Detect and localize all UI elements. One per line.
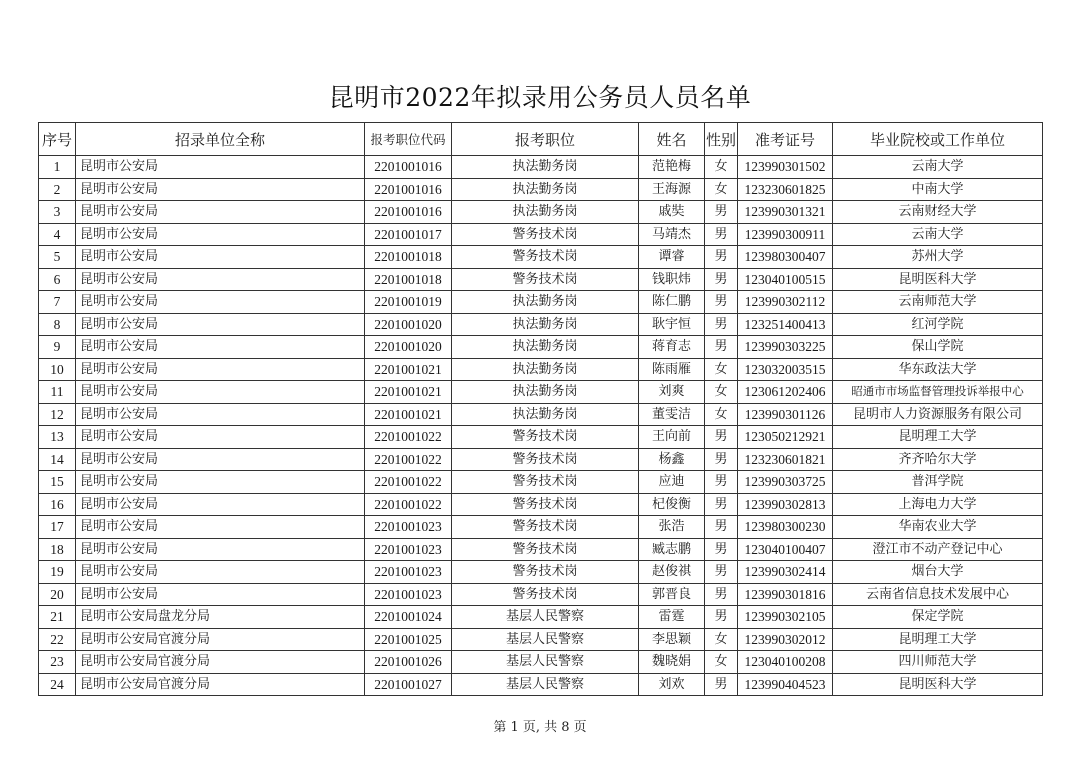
header-school: 毕业院校或工作单位 — [833, 123, 1043, 156]
cell-post: 基层人民警察 — [452, 673, 639, 696]
cell-ticket: 123990404523 — [738, 673, 833, 696]
cell-school: 红河学院 — [833, 313, 1043, 336]
cell-unit: 昆明市公安局官渡分局 — [76, 673, 365, 696]
cell-unit: 昆明市公安局 — [76, 583, 365, 606]
cell-gender: 女 — [705, 156, 738, 179]
cell-unit: 昆明市公安局 — [76, 493, 365, 516]
table-row — [39, 448, 1043, 471]
cell-gender: 男 — [705, 201, 738, 224]
cell-name: 杞俊衡 — [639, 493, 705, 516]
cell-name: 陈仁鹏 — [639, 291, 705, 314]
cell-gender: 女 — [705, 651, 738, 674]
cell-gender: 男 — [705, 448, 738, 471]
cell-gender: 男 — [705, 313, 738, 336]
cell-unit: 昆明市公安局官渡分局 — [76, 651, 365, 674]
cell-unit: 昆明市公安局 — [76, 403, 365, 426]
header-gender: 性别 — [705, 123, 738, 156]
cell-school: 华东政法大学 — [833, 358, 1043, 381]
cell-post: 基层人民警察 — [452, 628, 639, 651]
cell-post: 基层人民警察 — [452, 651, 639, 674]
cell-post-code: 2201001026 — [365, 651, 452, 674]
cell-school: 澄江市不动产登记中心 — [833, 538, 1043, 561]
table-row — [39, 561, 1043, 584]
cell-post: 警务技术岗 — [452, 538, 639, 561]
cell-name: 陈雨雁 — [639, 358, 705, 381]
cell-seq: 14 — [39, 448, 76, 471]
cell-post-code: 2201001017 — [365, 223, 452, 246]
cell-seq: 13 — [39, 426, 76, 449]
cell-school: 云南师范大学 — [833, 291, 1043, 314]
cell-ticket: 123990301321 — [738, 201, 833, 224]
roster-body — [39, 156, 1043, 696]
cell-ticket: 123050212921 — [738, 426, 833, 449]
cell-ticket: 123040100208 — [738, 651, 833, 674]
cell-name: 臧志鹏 — [639, 538, 705, 561]
cell-school: 云南大学 — [833, 223, 1043, 246]
cell-post-code: 2201001025 — [365, 628, 452, 651]
cell-name: 魏晓娟 — [639, 651, 705, 674]
cell-post: 执法勤务岗 — [452, 381, 639, 404]
cell-post-code: 2201001021 — [365, 381, 452, 404]
cell-seq: 3 — [39, 201, 76, 224]
table-row — [39, 651, 1043, 674]
cell-seq: 2 — [39, 178, 76, 201]
cell-post: 执法勤务岗 — [452, 336, 639, 359]
cell-school: 普洱学院 — [833, 471, 1043, 494]
table-row — [39, 426, 1043, 449]
cell-unit: 昆明市公安局 — [76, 291, 365, 314]
cell-gender: 男 — [705, 471, 738, 494]
cell-seq: 17 — [39, 516, 76, 539]
header-row — [39, 123, 1043, 156]
cell-post: 基层人民警察 — [452, 606, 639, 629]
cell-post: 执法勤务岗 — [452, 156, 639, 179]
cell-unit: 昆明市公安局 — [76, 561, 365, 584]
cell-seq: 9 — [39, 336, 76, 359]
roster-table — [38, 122, 1043, 696]
cell-name: 李思颖 — [639, 628, 705, 651]
table-row — [39, 268, 1043, 291]
cell-post-code: 2201001018 — [365, 268, 452, 291]
cell-seq: 18 — [39, 538, 76, 561]
cell-post: 警务技术岗 — [452, 583, 639, 606]
cell-ticket: 123990302012 — [738, 628, 833, 651]
cell-ticket: 123040100515 — [738, 268, 833, 291]
cell-post-code: 2201001023 — [365, 516, 452, 539]
table-row — [39, 516, 1043, 539]
cell-seq: 16 — [39, 493, 76, 516]
cell-post: 执法勤务岗 — [452, 201, 639, 224]
cell-unit: 昆明市公安局 — [76, 471, 365, 494]
cell-ticket: 123990303725 — [738, 471, 833, 494]
cell-gender: 男 — [705, 223, 738, 246]
page-indicator: 第 1 页, 共 8 页 — [493, 720, 587, 735]
cell-gender: 女 — [705, 381, 738, 404]
cell-post-code: 2201001022 — [365, 493, 452, 516]
header-seq: 序号 — [39, 123, 76, 156]
cell-school: 昆明市人力资源服务有限公司 — [833, 403, 1043, 426]
cell-post: 警务技术岗 — [452, 493, 639, 516]
cell-gender: 男 — [705, 493, 738, 516]
cell-ticket: 123230601821 — [738, 448, 833, 471]
cell-gender: 女 — [705, 358, 738, 381]
cell-school: 保山学院 — [833, 336, 1043, 359]
cell-gender: 男 — [705, 291, 738, 314]
cell-seq: 21 — [39, 606, 76, 629]
cell-gender: 女 — [705, 403, 738, 426]
table-row — [39, 246, 1043, 269]
cell-post: 警务技术岗 — [452, 448, 639, 471]
table-row — [39, 291, 1043, 314]
cell-gender: 女 — [705, 178, 738, 201]
cell-ticket: 123990303225 — [738, 336, 833, 359]
table-row — [39, 381, 1043, 404]
cell-seq: 24 — [39, 673, 76, 696]
cell-ticket: 123251400413 — [738, 313, 833, 336]
cell-name: 范艳梅 — [639, 156, 705, 179]
cell-post: 警务技术岗 — [452, 223, 639, 246]
header-post: 报考职位 — [452, 123, 639, 156]
cell-school: 云南财经大学 — [833, 201, 1043, 224]
header-ticket: 准考证号 — [738, 123, 833, 156]
cell-seq: 10 — [39, 358, 76, 381]
cell-gender: 男 — [705, 426, 738, 449]
cell-seq: 4 — [39, 223, 76, 246]
table-row — [39, 178, 1043, 201]
cell-name: 应迪 — [639, 471, 705, 494]
cell-school: 云南省信息技术发展中心 — [833, 583, 1043, 606]
cell-seq: 6 — [39, 268, 76, 291]
cell-gender: 男 — [705, 583, 738, 606]
cell-unit: 昆明市公安局 — [76, 516, 365, 539]
table-row — [39, 628, 1043, 651]
table-row — [39, 201, 1043, 224]
cell-school: 昭通市市场监督管理投诉举报中心 — [833, 381, 1043, 404]
cell-post: 执法勤务岗 — [452, 291, 639, 314]
cell-ticket: 123990302112 — [738, 291, 833, 314]
cell-unit: 昆明市公安局 — [76, 178, 365, 201]
table-row — [39, 336, 1043, 359]
cell-seq: 15 — [39, 471, 76, 494]
cell-post: 执法勤务岗 — [452, 358, 639, 381]
cell-school: 昆明理工大学 — [833, 628, 1043, 651]
cell-post-code: 2201001027 — [365, 673, 452, 696]
cell-post-code: 2201001023 — [365, 538, 452, 561]
cell-unit: 昆明市公安局 — [76, 538, 365, 561]
cell-name: 蒋育志 — [639, 336, 705, 359]
cell-name: 董雯洁 — [639, 403, 705, 426]
cell-post: 警务技术岗 — [452, 246, 639, 269]
cell-name: 郭晋良 — [639, 583, 705, 606]
cell-school: 昆明理工大学 — [833, 426, 1043, 449]
cell-gender: 男 — [705, 606, 738, 629]
cell-ticket: 123032003515 — [738, 358, 833, 381]
cell-name: 王海源 — [639, 178, 705, 201]
cell-seq: 12 — [39, 403, 76, 426]
cell-post: 警务技术岗 — [452, 471, 639, 494]
cell-unit: 昆明市公安局官渡分局 — [76, 628, 365, 651]
cell-school: 云南大学 — [833, 156, 1043, 179]
cell-post-code: 2201001016 — [365, 201, 452, 224]
cell-gender: 男 — [705, 268, 738, 291]
cell-unit: 昆明市公安局 — [76, 246, 365, 269]
cell-unit: 昆明市公安局 — [76, 426, 365, 449]
cell-ticket: 123990301126 — [738, 403, 833, 426]
cell-ticket: 123990300911 — [738, 223, 833, 246]
cell-post-code: 2201001020 — [365, 336, 452, 359]
cell-school: 中南大学 — [833, 178, 1043, 201]
table-row — [39, 223, 1043, 246]
cell-unit: 昆明市公安局盘龙分局 — [76, 606, 365, 629]
cell-ticket: 123990302414 — [738, 561, 833, 584]
cell-post-code: 2201001020 — [365, 313, 452, 336]
cell-post: 执法勤务岗 — [452, 178, 639, 201]
table-row — [39, 493, 1043, 516]
cell-post-code: 2201001023 — [365, 561, 452, 584]
cell-gender: 女 — [705, 628, 738, 651]
cell-unit: 昆明市公安局 — [76, 448, 365, 471]
cell-school: 烟台大学 — [833, 561, 1043, 584]
table-row — [39, 358, 1043, 381]
cell-name: 杨鑫 — [639, 448, 705, 471]
cell-name: 张浩 — [639, 516, 705, 539]
cell-post-code: 2201001022 — [365, 448, 452, 471]
cell-post-code: 2201001021 — [365, 358, 452, 381]
cell-name: 谭睿 — [639, 246, 705, 269]
cell-name: 赵俊祺 — [639, 561, 705, 584]
cell-post-code: 2201001016 — [365, 178, 452, 201]
cell-unit: 昆明市公安局 — [76, 156, 365, 179]
cell-ticket: 123980300230 — [738, 516, 833, 539]
header-post-code: 报考职位代码 — [365, 123, 452, 156]
table-row — [39, 156, 1043, 179]
cell-name: 雷霆 — [639, 606, 705, 629]
cell-post: 警务技术岗 — [452, 516, 639, 539]
cell-post-code: 2201001023 — [365, 583, 452, 606]
table-row — [39, 538, 1043, 561]
cell-post: 警务技术岗 — [452, 268, 639, 291]
cell-ticket: 123990302813 — [738, 493, 833, 516]
cell-school: 保定学院 — [833, 606, 1043, 629]
cell-unit: 昆明市公安局 — [76, 201, 365, 224]
cell-unit: 昆明市公安局 — [76, 381, 365, 404]
cell-unit: 昆明市公安局 — [76, 268, 365, 291]
cell-school: 昆明医科大学 — [833, 673, 1043, 696]
cell-post: 警务技术岗 — [452, 426, 639, 449]
cell-post-code: 2201001016 — [365, 156, 452, 179]
cell-unit: 昆明市公安局 — [76, 313, 365, 336]
cell-seq: 23 — [39, 651, 76, 674]
cell-name: 王向前 — [639, 426, 705, 449]
cell-post-code: 2201001021 — [365, 403, 452, 426]
cell-ticket: 123990302105 — [738, 606, 833, 629]
cell-ticket: 123990301502 — [738, 156, 833, 179]
cell-ticket: 123990301816 — [738, 583, 833, 606]
table-row — [39, 471, 1043, 494]
cell-seq: 7 — [39, 291, 76, 314]
table-row — [39, 583, 1043, 606]
cell-unit: 昆明市公安局 — [76, 336, 365, 359]
header-name: 姓名 — [639, 123, 705, 156]
cell-seq: 5 — [39, 246, 76, 269]
cell-seq: 20 — [39, 583, 76, 606]
cell-gender: 男 — [705, 336, 738, 359]
cell-unit: 昆明市公安局 — [76, 358, 365, 381]
cell-unit: 昆明市公安局 — [76, 223, 365, 246]
cell-ticket: 123040100407 — [738, 538, 833, 561]
cell-post-code: 2201001024 — [365, 606, 452, 629]
cell-seq: 22 — [39, 628, 76, 651]
cell-gender: 男 — [705, 246, 738, 269]
cell-post-code: 2201001022 — [365, 471, 452, 494]
cell-gender: 男 — [705, 561, 738, 584]
cell-post-code: 2201001022 — [365, 426, 452, 449]
cell-gender: 男 — [705, 516, 738, 539]
cell-name: 马靖杰 — [639, 223, 705, 246]
cell-name: 钱职炜 — [639, 268, 705, 291]
cell-post: 执法勤务岗 — [452, 313, 639, 336]
cell-ticket: 123061202406 — [738, 381, 833, 404]
cell-school: 苏州大学 — [833, 246, 1043, 269]
cell-school: 齐齐哈尔大学 — [833, 448, 1043, 471]
cell-ticket: 123230601825 — [738, 178, 833, 201]
cell-post: 执法勤务岗 — [452, 403, 639, 426]
cell-post-code: 2201001019 — [365, 291, 452, 314]
cell-school: 昆明医科大学 — [833, 268, 1043, 291]
cell-post-code: 2201001018 — [365, 246, 452, 269]
cell-post: 警务技术岗 — [452, 561, 639, 584]
table-row — [39, 673, 1043, 696]
cell-name: 刘爽 — [639, 381, 705, 404]
cell-seq: 8 — [39, 313, 76, 336]
cell-seq: 19 — [39, 561, 76, 584]
cell-gender: 男 — [705, 538, 738, 561]
cell-school: 华南农业大学 — [833, 516, 1043, 539]
table-row — [39, 606, 1043, 629]
cell-seq: 1 — [39, 156, 76, 179]
header-unit: 招录单位全称 — [76, 123, 365, 156]
cell-school: 上海电力大学 — [833, 493, 1043, 516]
cell-gender: 男 — [705, 673, 738, 696]
cell-ticket: 123980300407 — [738, 246, 833, 269]
cell-seq: 11 — [39, 381, 76, 404]
cell-name: 刘欢 — [639, 673, 705, 696]
table-row — [39, 403, 1043, 426]
document-title: 昆明市2022年拟录用公务员人员名单 — [328, 83, 752, 112]
table-row — [39, 313, 1043, 336]
cell-school: 四川师范大学 — [833, 651, 1043, 674]
cell-name: 耿宇恒 — [639, 313, 705, 336]
cell-name: 戚奘 — [639, 201, 705, 224]
